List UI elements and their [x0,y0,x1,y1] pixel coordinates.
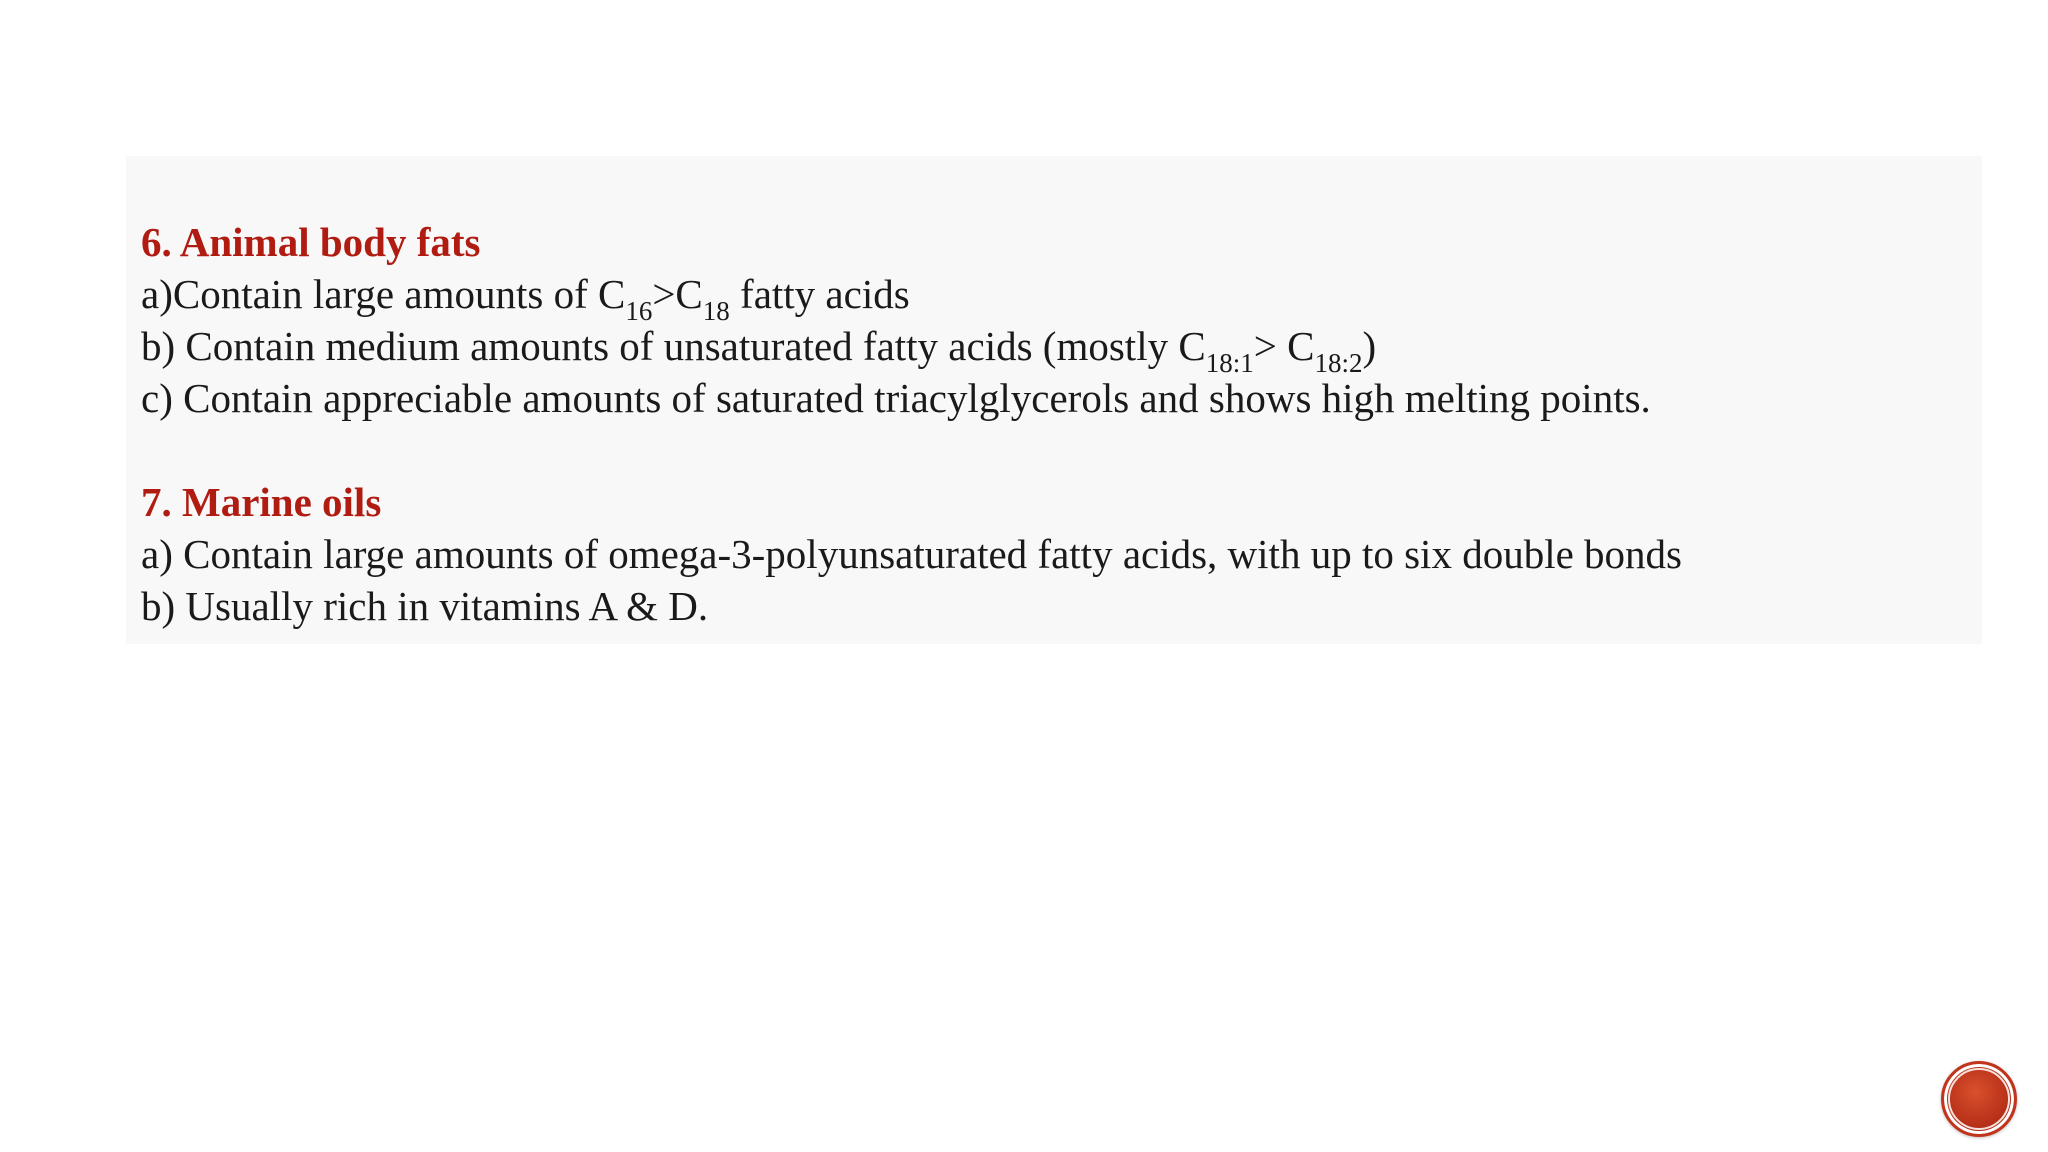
item-a-subscript-1: 16 [625,296,653,326]
item-a-prefix: a)Contain large amounts of C [141,271,626,317]
item-b-suffix: ) [1362,323,1377,369]
section-6-item-a [141,268,1971,326]
content-box [126,156,1982,644]
item-b-prefix: b) Contain medium amounts of unsaturated fatty acids (mostly C [141,323,1206,369]
section-spacer [141,424,1971,476]
item-a-suffix: fatty acids [729,271,910,317]
section-7-heading: 7. Marine oils [141,479,382,525]
section-7-item-a: a) Contain large amounts of omega-3-polyunsaturated fatty acids, with up to six double bonds [141,531,1682,577]
item-a-mid: >C [652,271,703,317]
item-b-subscript-1: 18:1 [1205,348,1254,378]
item-a-subscript-2: 18 [702,296,730,326]
section-6-heading: 6. Animal body fats [141,219,481,265]
item-b-mid: > C [1253,323,1315,369]
section-6-item-b [141,320,1971,378]
item-b-subscript-2: 18:2 [1314,348,1363,378]
next-slide-button[interactable] [1941,1061,2017,1137]
section-7-item-b: b) Usually rich in vitamins A & D. [141,583,709,629]
section-6-item-c: c) Contain appreciable amounts of saturated triacylglycerols and shows high melting points. [141,375,1651,421]
slide-body [141,216,1971,632]
